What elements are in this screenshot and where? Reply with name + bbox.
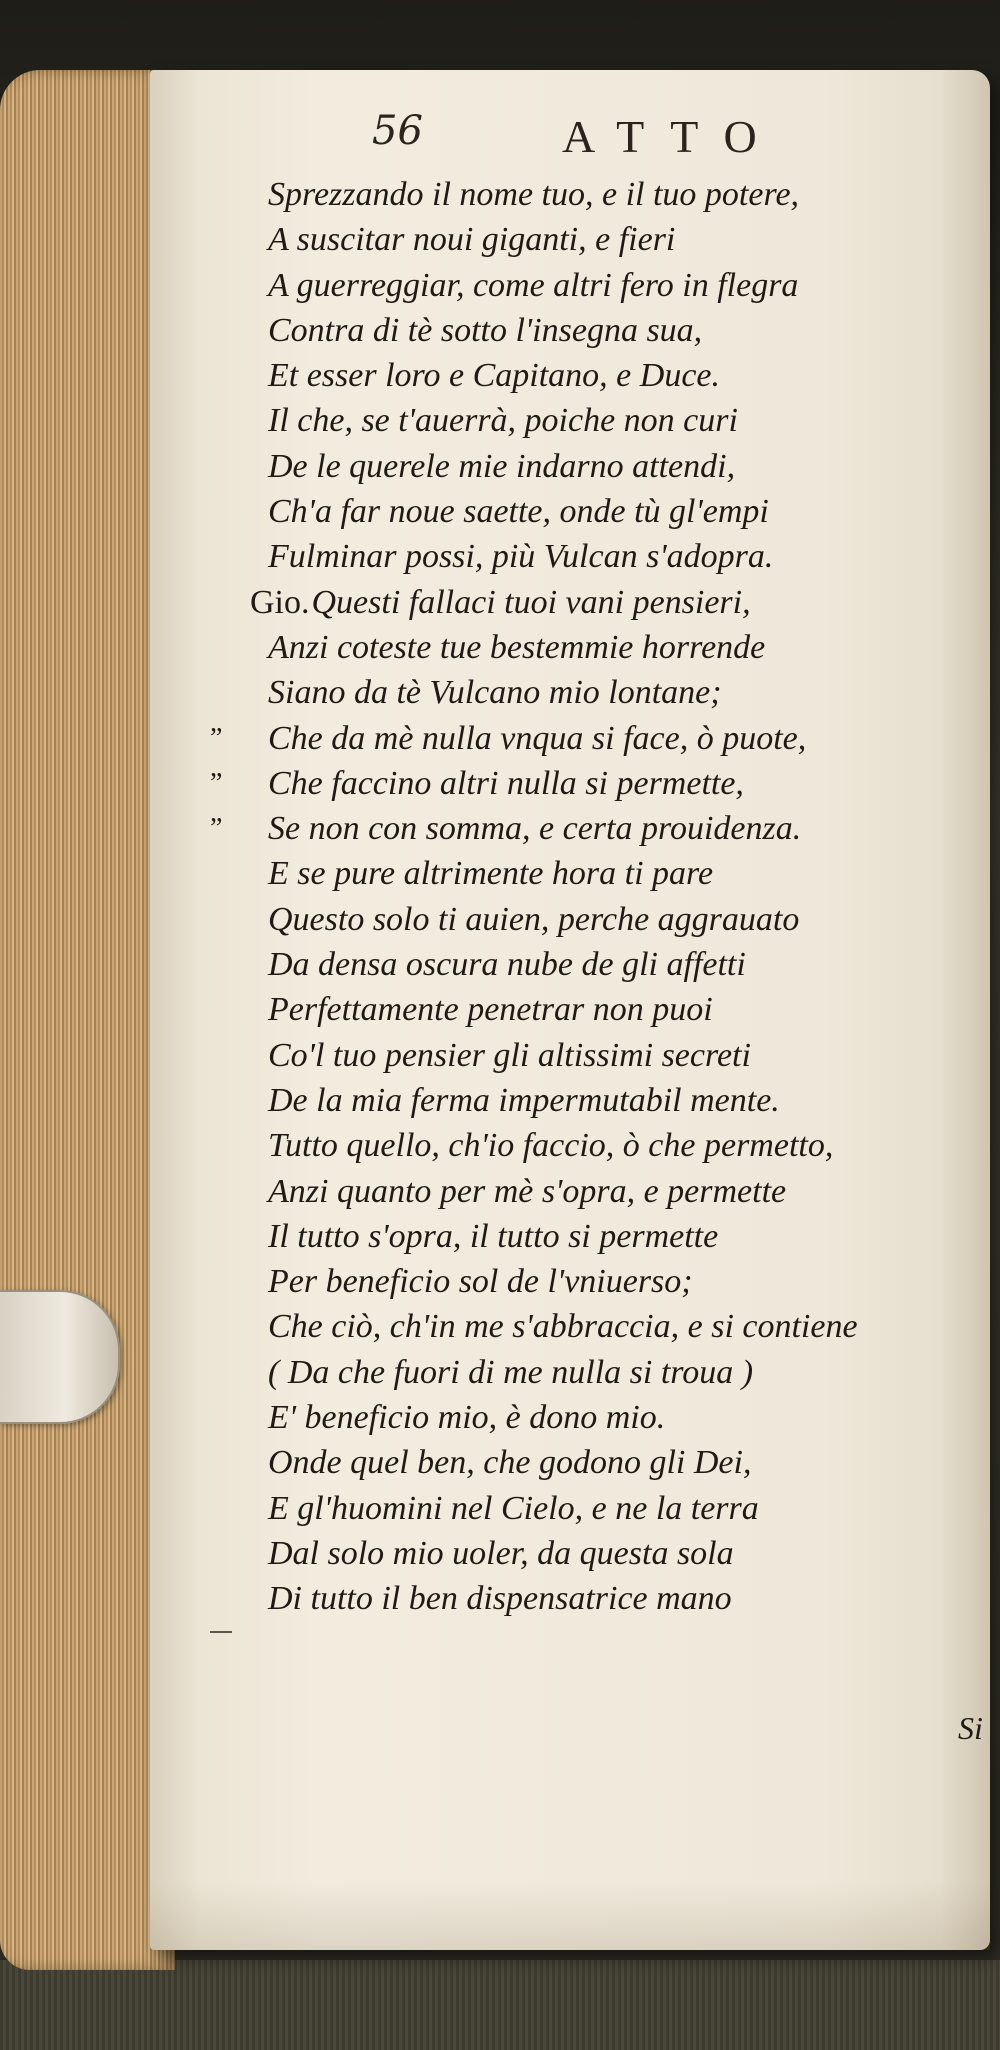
verse-line [268,987,998,1032]
verse-text: Et esser loro e Capitano, e Duce. [268,357,720,395]
verse-line [268,398,998,443]
verse-line [268,1078,998,1123]
speaker-label: Gio. [250,583,310,621]
book-page-edges [0,70,175,1970]
verse-line [268,1214,998,1259]
verse-line [268,308,998,353]
verse-text: Anzi quanto per mè s'opra, e permette [268,1172,787,1210]
verse-text: Fulminar possi, più Vulcan s'adopra. [268,538,774,576]
verse-text: Di tutto il ben dispensatrice mano [268,1580,732,1618]
verse-text: De la mia ferma impermutabil mente. [268,1081,780,1119]
verse-line [268,444,998,489]
page-number: 56 [372,108,423,154]
quotation-mark: ” [210,813,224,845]
verse-line [268,897,998,942]
book-clasp [0,1290,120,1424]
verse-text: Che da mè nulla vnqua si face, ò puote, [268,719,807,757]
verse-line [210,716,998,761]
verse-line [268,1259,998,1304]
verse-text: Il tutto s'opra, il tutto si permette [268,1217,719,1255]
verse-line [268,1033,998,1078]
verse-line [250,580,998,625]
verse-text: E gl'huomini nel Cielo, e ne la terra [268,1489,759,1527]
verse-line [268,1395,998,1440]
verse-line [210,806,998,851]
verse-line [268,1169,998,1214]
verse-text: Onde quel ben, che godono gli Dei, [268,1444,752,1482]
page-header [372,108,832,168]
verse-text: Dal solo mio uoler, da questa sola [268,1534,734,1572]
quotation-mark: ” [210,767,224,799]
verse-text: Anzi coteste tue bestemmie horrende [268,628,766,666]
verse-line [268,1440,998,1485]
verse-block [210,172,998,1622]
verse-text: E se pure altrimente hora ti pare [268,855,714,893]
verse-text: Che ciò, ch'in me s'abbraccia, e si contiene [268,1308,858,1346]
verse-line [268,534,998,579]
verse-line [268,1576,998,1621]
verse-text: Ch'a far noue saette, onde tù gl'empi [268,493,769,531]
verse-text: ( Da che fuori di me nulla si troua ) [268,1353,754,1391]
verse-text: A guerreggiar, come altri fero in flegra [268,266,799,304]
verse-line [268,263,998,308]
verse-text: Questi fallaci tuoi vani pensieri, [311,583,751,621]
verse-text: Il che, se t'auerrà, poiche non curi [268,402,738,440]
verse-line [268,851,998,896]
verse-line [268,1486,998,1531]
verse-text: Questo solo ti auien, perche aggrauato [268,900,800,938]
page-shadow [150,1880,990,1950]
verse-text: Tutto quello, ch'io faccio, ò che permetto, [268,1127,834,1165]
verse-text: Sprezzando il nome tuo, e il tuo potere, [268,176,800,213]
verse-line [268,1350,998,1395]
verse-line [268,172,998,217]
verse-text: E' beneficio mio, è dono mio. [268,1399,666,1437]
catchword: Si [958,1710,983,1746]
verse-text: Per beneficio sol de l'vniuerso; [268,1263,693,1301]
verse-line [268,670,998,715]
margin-pencil-mark [210,1631,232,1633]
verse-line [268,625,998,670]
cloth-surface [0,1960,1000,2050]
quotation-mark: ” [210,722,224,754]
verse-line [268,489,998,534]
verse-text: Perfettamente penetrar non puoi [268,991,713,1029]
verse-text: Che faccino altri nulla si permette, [268,764,744,802]
verse-line [268,217,998,262]
verse-text: Siano da tè Vulcano mio lontane; [268,674,722,712]
verse-text: De le querele mie indarno attendi, [268,447,736,485]
verse-text: A suscitar noui giganti, e fieri [268,221,676,259]
verse-text: Da densa oscura nube de gli affetti [268,946,746,984]
verse-line [268,1123,998,1168]
running-title: ATTO [562,111,783,162]
verse-text: Se non con somma, e certa prouidenza. [268,810,802,848]
verse-text: Co'l tuo pensier gli altissimi secreti [268,1036,751,1074]
verse-line [210,761,998,806]
verse-line [268,942,998,987]
verse-line [268,353,998,398]
verse-line [268,1304,998,1349]
verse-text: Contra di tè sotto l'insegna sua, [268,311,703,349]
verse-line [268,1531,998,1576]
